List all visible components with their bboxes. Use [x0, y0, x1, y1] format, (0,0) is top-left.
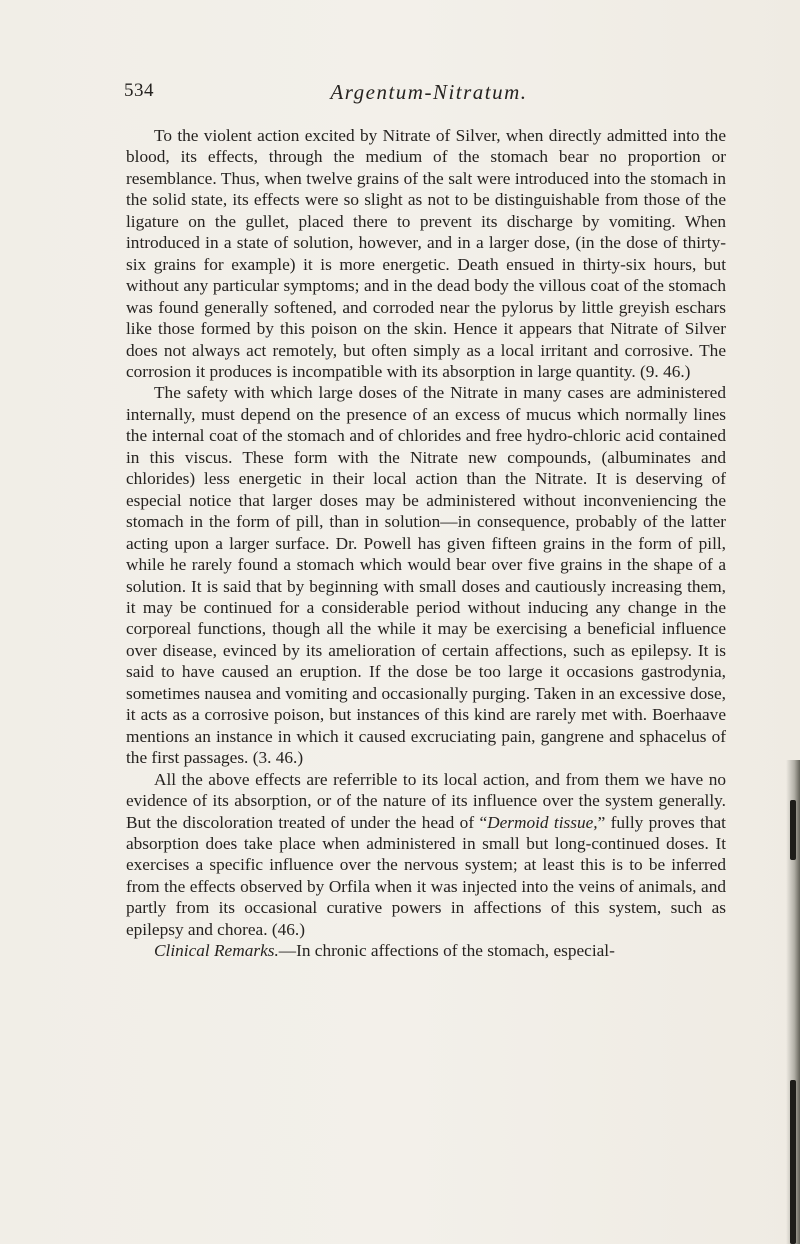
dermoid-tissue-reference: Dermoid tissue, [487, 812, 598, 832]
paragraph-4 [126, 940, 726, 961]
paragraph-1: To the violent action excited by Nitrate of Silver, when directly admitted into the blood, its effects, through the medium of the stomach bear no proportion or resemblance. Thus, when twelve grains of the salt were introduced into the stomach in the solid state, its effects were so slight as not to be distinguishable from those of the ligature on the gullet, placed there to prevent its discharge by vomiting. When introduced in a state of solution, however, and in a larger dose, (in the dose of thirty-six grains for example) it is more energetic. Death ensued in thirty-six hours, but without any particular symptoms; and in the dead body the villous coat of the stomach was found generally softened, and corroded near the pylorus by little greyish eschars like those formed by this poison on the skin. Hence it appears that Nitrate of Silver does not always act remotely, but often simply as a local irritant and corrosive. The corrosion it produces is incompatible with its absorption in large quantity. (9. 46.) [126, 126, 726, 381]
paragraph-4-text: —In chronic affections of the stomach, especial- [278, 941, 615, 961]
body-text [126, 125, 726, 962]
clinical-remarks-heading: Clinical Remarks. [154, 941, 279, 961]
page-edge-mark [790, 800, 796, 860]
paragraph-3-text-a: All the above effects are referrible to its local action, and from them we have no evidence of its absorption, or of the nature of its influence over the system generally. But the discoloration treated of under the head of “ [126, 769, 726, 832]
page-edge-mark [790, 1080, 796, 1244]
paragraph-3-text-b: ” fully proves that absorption does take place when administered in small but long-continued doses. It exercises a specific influence over the nervous system; at least this is to be inferred from the effects observed by Orfila when it was injected into the veins of animals, and partly from its occasional curative powers in affections of this system, such as epilepsy and chorea. (46.) [126, 812, 726, 939]
running-title: Argentum-Nitratum. [330, 80, 528, 104]
paragraph-3 [126, 769, 726, 941]
page-header [124, 80, 724, 106]
page-number: 534 [124, 80, 154, 101]
paragraph-2: The safety with which large doses of the Nitrate in many cases are administered internally, must depend on the presence of an excess of mucus which normally lines the internal coat of the stomach and of chlorides and free hydro-chloric acid contained in this viscus. These form with the Nitrate new compounds, (albuminates and chlorides) less energetic in their local action than the Nitrate. It is deserving of especial notice that larger doses may be administered without inconveniencing the stomach in the form of pill, than in solution—in consequence, probably of the latter acting upon a larger surface. Dr. Powell has given fifteen grains in the form of pill, while he rarely found a stomach which would bear over five grains in the shape of a solution. It is said that by beginning with small doses and cautiously increasing them, it may be continued for a considerable period without inducing any change in the corporeal functions, though all the while it may be exercising a beneficial influence over disease, evinced by its amelioration of certain affections, such as epilepsy. It is said to have caused an eruption. If the dose be too large it occasions gastrodynia, sometimes nausea and vomiting and occasionally purging. Taken in an excessive dose, it acts as a corrosive poison, but instances of this kind are rarely met with. Boerhaave mentions an instance in which it caused excruciating pain, gangrene and sphacelus of the first passages. (3. 46.) [126, 383, 726, 768]
